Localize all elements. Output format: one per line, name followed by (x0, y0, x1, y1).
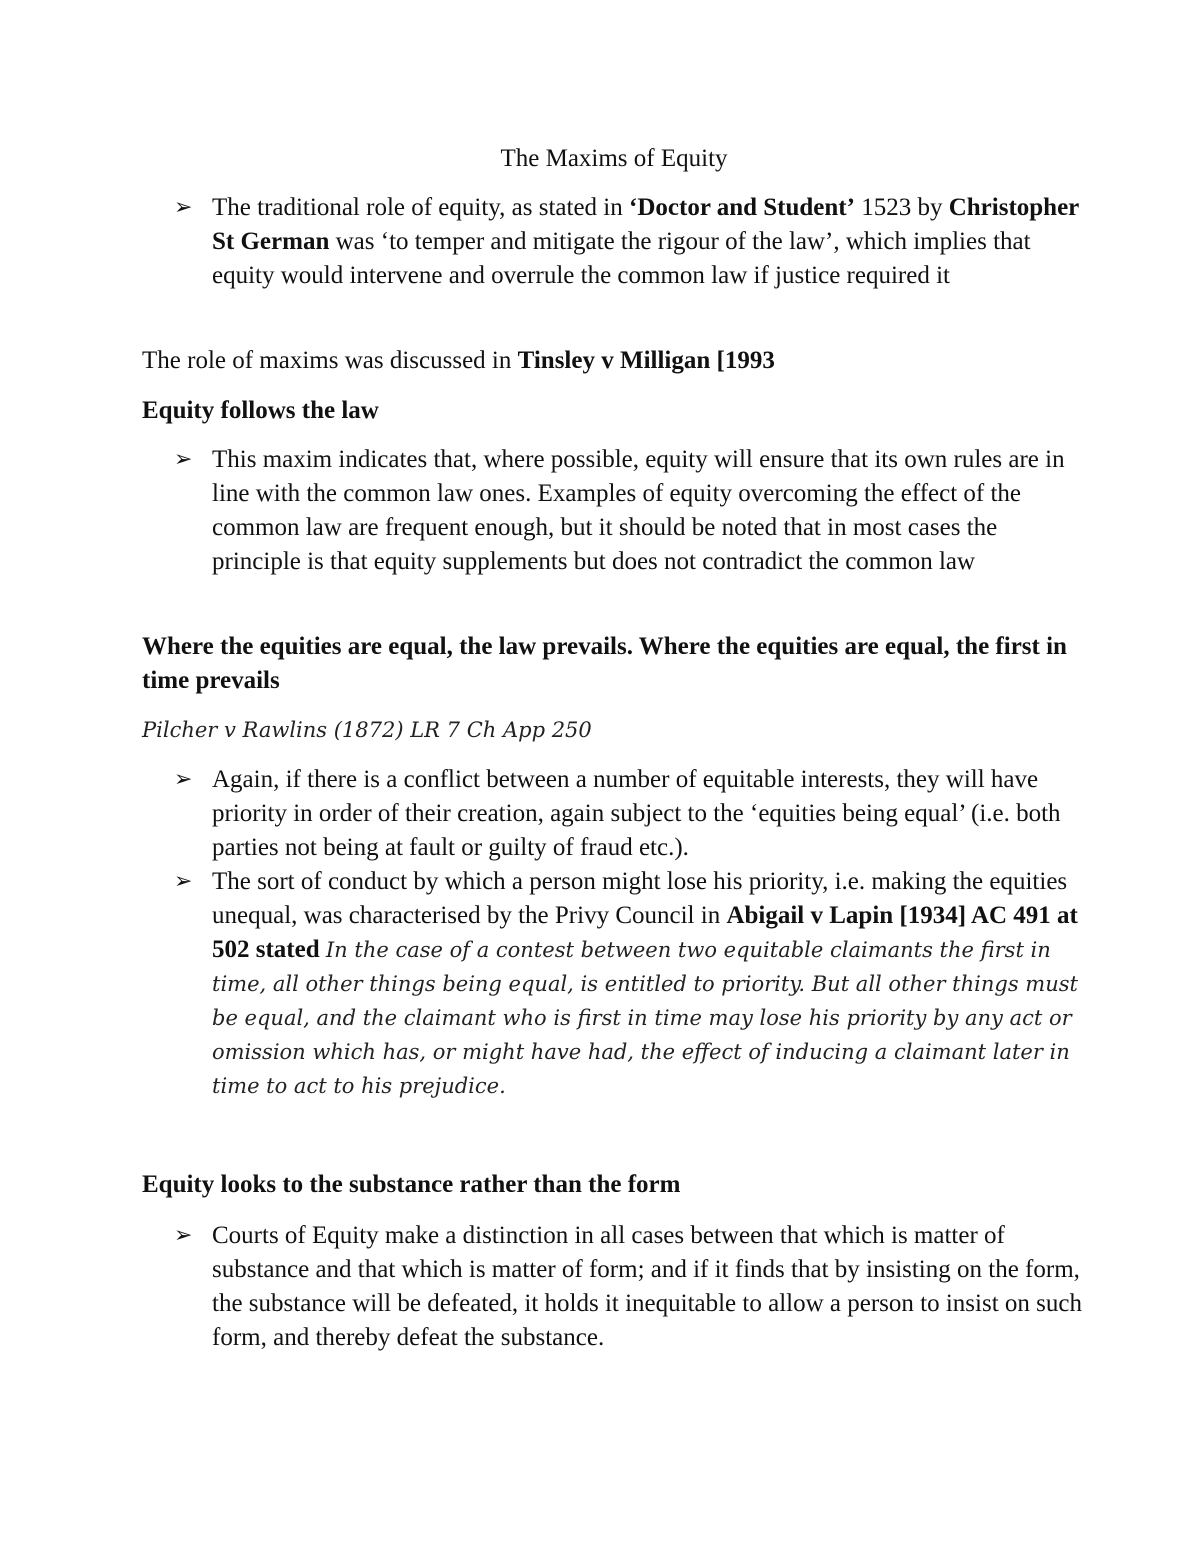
conduct-bold-abigail: Abigail v Lapin [1934] AC 491 at 502 stated (212, 902, 1078, 963)
arrow-bullet-icon: ➢ (174, 767, 193, 792)
arrow-bullet-icon: ➢ (174, 869, 193, 894)
arrow-bullet-icon: ➢ (174, 1223, 193, 1248)
intro-bullet (174, 191, 1082, 293)
heading-substance-form: Equity looks to the substance rather than the form (142, 1171, 681, 1198)
role-text: The role of maxims was discussed in (142, 347, 518, 374)
conduct-italic-quote: In the case of a contest between two equitable claimants the first in time, all other things being equal, is entitled to priority. But all other things must be equal, and the claimant who is first in time may lose his priority by any act or omission which has, or might have had, the effect of inducing a claimant later in time to act to his prejudice. (212, 938, 1078, 1098)
conduct-bullet (174, 865, 1082, 1103)
follows-law-bullet (174, 443, 1082, 579)
substance-text: Courts of Equity make a distinction in all cases between that which is matter of substance and that which is matter of form; and if it finds that by insisting on the form, the substance will be defeated, it holds it inequitable to allow a person to insist on such form, and thereby defeat the substance. (212, 1222, 1082, 1351)
intro-bold-st-german: Christopher St German (212, 194, 1079, 255)
intro-bold-doctor-student: ‘Doctor and Student’ (629, 194, 855, 221)
conduct-text: The sort of conduct by which a person might lose his priority, i.e. making the equities unequal, was characterised by the Privy Council in (212, 868, 1068, 929)
heading-equity-follows-law: Equity follows the law (142, 397, 379, 424)
arrow-bullet-icon: ➢ (174, 447, 193, 472)
role-bold-tinsley: Tinsley v Milligan [1993 (517, 347, 775, 374)
again-text: Again, if there is a conflict between a number of equitable interests, they will have priority in order of their creation, again subject to the ‘equities being equal’ (i.e. both parties not being at fault or guilty of fraud etc.). (212, 766, 1061, 861)
substance-bullet (174, 1219, 1082, 1355)
document-title: The Maxims of Equity (500, 145, 728, 172)
again-bullet (174, 763, 1082, 865)
intro-text-2: 1523 by (854, 194, 949, 221)
follows-law-text: This maxim indicates that, where possible, equity will ensure that its own rules are in line with the common law ones. Examples of equity overcoming the effect of the common law are frequent enough, but it should be noted that in most cases the principle is that equity supplements but does not contradict the common law (212, 446, 1065, 575)
heading-equities-equal: Where the equities are equal, the law prevails. Where the equities are equal, the first in time prevails (142, 633, 1067, 694)
arrow-bullet-icon: ➢ (174, 195, 193, 220)
role-of-maxims-line (142, 344, 1072, 378)
intro-text-3: was ‘to temper and mitigate the rigour of the law’, which implies that equity would intervene and overrule the common law if justice required it (212, 228, 1031, 289)
citation-pilcher-v-rawlins: Pilcher v Rawlins (1872) LR 7 Ch App 250 (142, 718, 592, 742)
intro-text-1: The traditional role of equity, as stated in (212, 194, 630, 221)
